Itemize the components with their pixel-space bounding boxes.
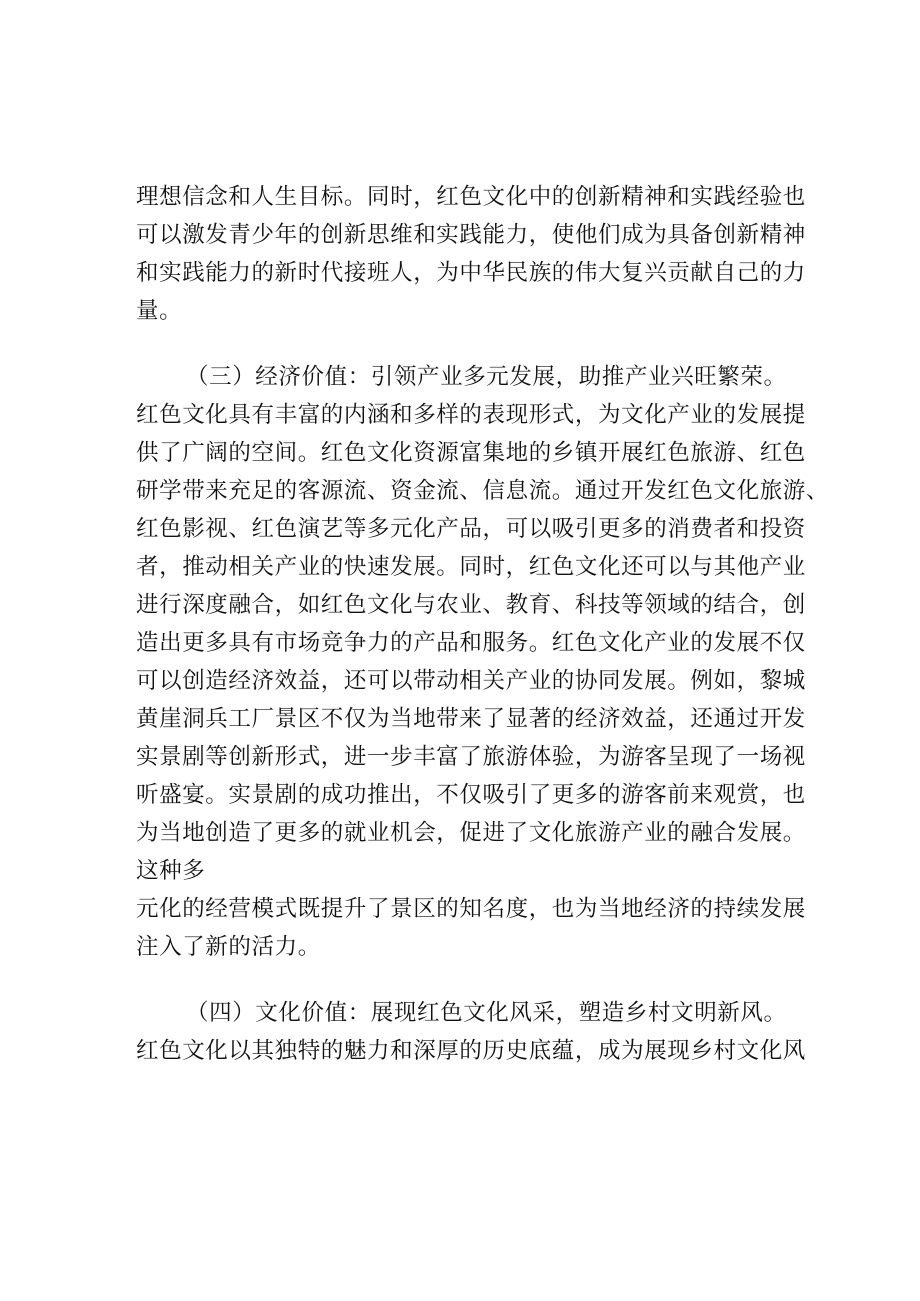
text-line: 可以创造经济效益，还可以带动相关产业的协同发展。例如，黎城 [136, 668, 806, 694]
section-heading-economic-value: （三）经济价值：引领产业多元发展，助推产业兴旺繁荣。 [186, 364, 787, 390]
text-line: 理想信念和人生目标。同时，红色文化中的创新精神和实践经验也 [136, 184, 806, 210]
text-line: 红色文化具有丰富的内涵和多样的表现形式，为文化产业的发展提 [136, 402, 806, 428]
text-line: 研学带来充足的客源流、资金流、信息流。通过开发红色文化旅游、 [136, 478, 830, 504]
text-line: 红色文化以其独特的魅力和深厚的历史底蕴，成为展现乡村文化风 [136, 1038, 806, 1064]
section-heading-cultural-value: （四）文化价值：展现红色文化风采，塑造乡村文明新风。 [186, 1000, 787, 1026]
text-line: 这种多 [136, 858, 206, 884]
text-line: 量。 [136, 298, 183, 324]
text-line: 供了广阔的空间。红色文化资源富集地的乡镇开展红色旅游、红色 [136, 440, 806, 466]
text-line: 造出更多具有市场竞争力的产品和服务。红色文化产业的发展不仅 [136, 630, 806, 656]
text-line: 听盛宴。实景剧的成功推出，不仅吸引了更多的游客前来观赏，也 [136, 782, 806, 808]
text-line: 和实践能力的新时代接班人，为中华民族的伟大复兴贡献自己的力 [136, 260, 806, 286]
text-line: 为当地创造了更多的就业机会，促进了文化旅游产业的融合发展。 [136, 820, 806, 846]
text-line: 红色影视、红色演艺等多元化产品，可以吸引更多的消费者和投资 [136, 516, 806, 542]
text-line: 元化的经营模式既提升了景区的知名度，也为当地经济的持续发展 [136, 896, 806, 922]
text-line: 黄崖洞兵工厂景区不仅为当地带来了显著的经济效益，还通过开发 [136, 706, 806, 732]
text-line: 可以激发青少年的创新思维和实践能力，使他们成为具备创新精神 [136, 222, 806, 248]
text-line: 进行深度融合，如红色文化与农业、教育、科技等领域的结合，创 [136, 592, 806, 618]
text-line: 实景剧等创新形式，进一步丰富了旅游体验，为游客呈现了一场视 [136, 744, 806, 770]
text-line: 者，推动相关产业的快速发展。同时，红色文化还可以与其他产业 [136, 554, 806, 580]
text-line: 注入了新的活力。 [136, 934, 321, 960]
